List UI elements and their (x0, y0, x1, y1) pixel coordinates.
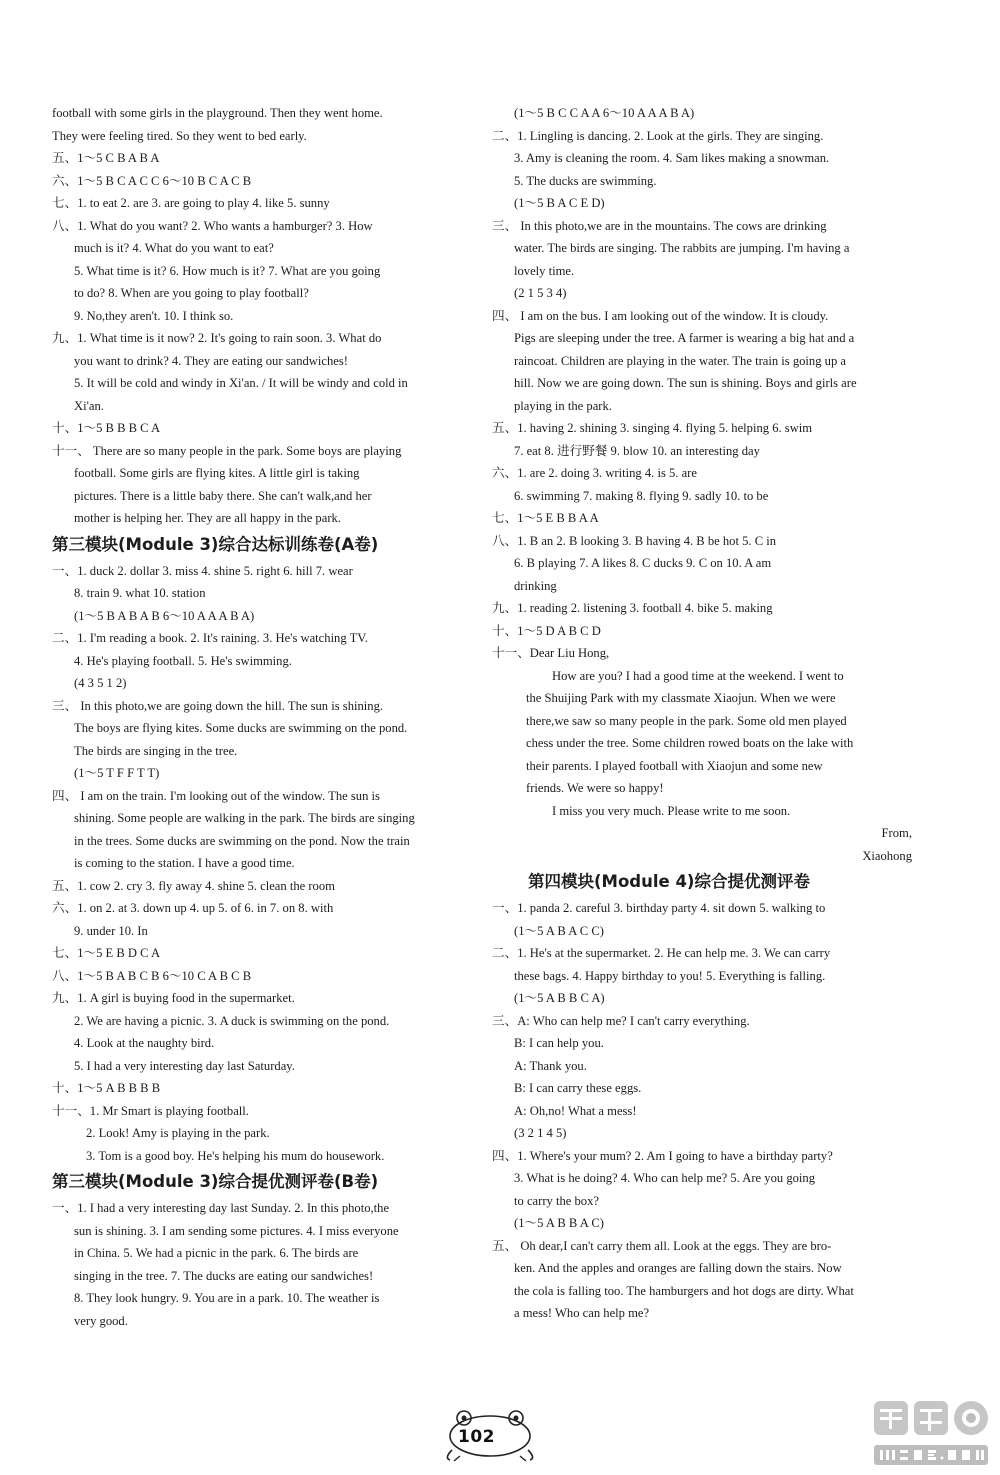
text-line: The boys are flying kites. Some ducks are swimming on the pond. (74, 721, 408, 735)
text-line: 六、1～5 B C A C C 6～10 B C A C B (52, 173, 252, 188)
text-line: 十、1～5 A B B B B (52, 1081, 161, 1095)
text-line: drinking (514, 578, 557, 593)
text-line: 一、1. I had a very interesting day last Sunday. 2. In this photo,the (52, 1201, 390, 1215)
text-line: 十、1～5 B B B C A (52, 421, 161, 435)
text-line: 6. swimming 7. making 8. flying 9. sadly 10. to be (514, 488, 769, 503)
text-line: 七、1. to eat 2. are 3. are going to play 4. like 5. sunny (52, 196, 330, 210)
text-line: 十一、1. Mr Smart is playing football. (52, 1103, 249, 1118)
text-line: much is it? 4. What do you want to eat? (74, 241, 274, 255)
text-line: 5. The ducks are swimming. (514, 173, 657, 188)
text-line: 5. What time is it? 6. How much is it? 7. What are you going (74, 263, 381, 278)
text-line: (1～5 A B B A C) (514, 1216, 604, 1230)
text-line: to do? 8. When are you going to play football? (74, 286, 309, 300)
text-line: (1～5 B A C E D) (514, 196, 605, 210)
text-line: (4 3 5 1 2) (74, 676, 127, 690)
text-line: 四、 I am on the train. I'm looking out of the window. The sun is (52, 788, 380, 803)
text-line: 3. Amy is cleaning the room. 4. Sam likes making a snowman. (514, 151, 830, 165)
text-line: 三、A: Who can help me? I can't carry everything. (492, 1013, 750, 1028)
text-line: 3. Tom is a good boy. He's helping his mum do housework. (86, 1148, 385, 1163)
text-line: 2. Look! Amy is playing in the park. (86, 1126, 270, 1140)
text-line: mother is helping her. They are all happy in the park. (74, 511, 341, 525)
text-line: B: I can help you. (514, 1036, 604, 1050)
text-line: 五、1. cow 2. cry 3. fly away 4. shine 5. clean the room (52, 878, 335, 893)
text-line: 九、1. A girl is buying food in the supermarket. (52, 991, 295, 1005)
text-line: these bags. 4. Happy birthday to you! 5. Everything is falling. (514, 968, 826, 983)
text-line: there,we saw so many people in the park. Some old men played (526, 713, 847, 728)
text-line: (1～5 A B A C C) (514, 923, 604, 938)
text-line: singing in the tree. 7. The ducks are eating our sandwiches! (74, 1268, 374, 1283)
text-line: chess under the tree. Some children rowed boats on the lake with (526, 736, 854, 750)
text-line: The birds are singing in the tree. (74, 743, 238, 758)
section-heading: 第四模块(Module 4)综合提优测评卷 (528, 872, 810, 891)
text-line: hill. Now we are going down. The sun is shining. Boys and girls are (514, 376, 857, 390)
text-line: ken. And the apples and oranges are falling down the stairs. Now (514, 1261, 842, 1275)
text-line: water. The birds are singing. The rabbits are jumping. I'm having a (514, 241, 850, 255)
text-line: 四、1. Where's your mum? 2. Am I going to have a birthday party? (492, 1148, 833, 1163)
text-line: 五、1～5 C B A B A (52, 151, 160, 165)
text-line: pictures. There is a little baby there. She can't walk,and her (74, 488, 372, 503)
text-line: How are you? I had a good time at the weekend. I went to (552, 668, 844, 683)
text-line: in China. 5. We had a picnic in the park. 6. The birds are (74, 1246, 359, 1260)
text-line: 九、1. What time is it now? 2. It's going to rain soon. 3. What do (52, 331, 382, 345)
text-line: 三、 In this photo,we are going down the hill. The sun is shining. (52, 698, 384, 713)
text-line: 七、1～5 E B B A A (492, 511, 599, 525)
text-line: is coming to the station. I have a good time. (74, 856, 295, 870)
text-line: 十一、 There are so many people in the park. Some boys are playing (52, 443, 402, 458)
text-line: 五、 Oh dear,I can't carry them all. Look at the eggs. They are bro- (492, 1238, 832, 1253)
text-line: 二、1. He's at the supermarket. 2. He can help me. 3. We can carry (492, 946, 831, 960)
text-line: 十一、Dear Liu Hong, (492, 646, 610, 660)
text-line: 四、 I am on the bus. I am looking out of the window. It is cloudy. (492, 308, 829, 323)
text-line: football. Some girls are flying kites. A little girl is taking (74, 466, 360, 480)
text-line: A: Thank you. (514, 1058, 587, 1073)
text-line: 5. I had a very interesting day last Saturday. (74, 1058, 295, 1073)
text-line: (2 1 5 3 4) (514, 286, 567, 300)
text-line: 八、1～5 B A B C B 6～10 C A B C B (52, 968, 252, 983)
text-line: 9. No,they aren't. 10. I think so. (74, 308, 234, 323)
text-line: (1～5 A B B C A) (514, 991, 605, 1005)
text-line: playing in the park. (514, 398, 612, 413)
text-line: raincoat. Children are playing in the water. The train is going up a (514, 353, 847, 368)
text-line: A: Oh,no! What a mess! (514, 1103, 637, 1118)
text-line: They were feeling tired. So they went to bed early. (52, 128, 307, 143)
text-line: 五、1. having 2. shining 3. singing 4. flying 5. helping 6. swim (492, 421, 813, 435)
text-line: 一、1. duck 2. dollar 3. miss 4. shine 5. right 6. hill 7. wear (52, 563, 353, 578)
text-line: friends. We were so happy! (526, 781, 664, 795)
section-heading: 第三模块(Module 3)综合达标训练卷(A卷) (52, 534, 379, 554)
text-line: very good. (74, 1313, 128, 1328)
text-line: 7. eat 8. 进行野餐 9. blow 10. an interesting day (514, 443, 760, 458)
text-line: a mess! Who can help me? (514, 1306, 650, 1320)
right-column (492, 102, 920, 1325)
text-line: you want to drink? 4. They are eating our sandwiches! (74, 353, 348, 368)
text-line: 8. train 9. what 10. station (74, 586, 206, 600)
text-line: lovely time. (514, 263, 575, 278)
letter-signature: Xiaohong (862, 848, 912, 863)
text-line: 三、 In this photo,we are in the mountains. The cows are drinking (492, 218, 827, 233)
section-heading: 第三模块(Module 3)综合提优测评卷(B卷) (52, 1172, 379, 1191)
text-line: the cola is falling too. The hamburgers and hot dogs are dirty. What (514, 1283, 854, 1298)
text-line: 5. It will be cold and windy in Xi'an. / It will be windy and cold in (74, 376, 408, 390)
text-line: (1～5 T F F T T) (74, 766, 160, 780)
text-line: (1～5 B A B A B 6～10 A A A B A) (74, 608, 255, 623)
page-number: 102 (458, 1427, 495, 1447)
text-line: 3. What is he doing? 4. Who can help me? 5. Are you going (514, 1171, 816, 1185)
text-line: (1～5 B C C A A 6～10 A A A B A) (514, 106, 695, 120)
text-line: football with some girls in the playground. Then they went home. (52, 106, 383, 120)
text-line: 4. Look at the naughty bird. (74, 1036, 215, 1050)
text-line: 八、1. B an 2. B looking 3. B having 4. B be hot 5. C in (492, 533, 777, 548)
text-line: 九、1. reading 2. listening 3. football 4. bike 5. making (492, 601, 773, 615)
text-line: 七、1～5 E B D C A (52, 946, 161, 960)
text-line: Pigs are sleeping under the tree. A farmer is wearing a big hat and a (514, 331, 855, 345)
text-line: 六、1. on 2. at 3. down up 4. up 5. of 6. in 7. on 8. with (52, 901, 334, 915)
text-line: shining. Some people are walking in the park. The birds are singing (74, 811, 415, 825)
text-line: 9. under 10. In (74, 923, 148, 938)
text-line: Xi'an. (74, 398, 104, 413)
text-line: the Shuijing Park with my classmate Xiaojun. When we were (526, 691, 836, 705)
text-line: 十、1～5 D A B C D (492, 623, 601, 638)
text-line: their parents. I played football with Xiaojun and some new (526, 758, 823, 773)
text-line: I miss you very much. Please write to me soon. (552, 803, 791, 818)
text-line: to carry the box? (514, 1193, 599, 1208)
text-line: 8. They look hungry. 9. You are in a park. 10. The weather is (74, 1291, 380, 1305)
text-line: in the trees. Some ducks are swimming on the pond. Now the train (74, 833, 410, 848)
text-line: 六、1. are 2. doing 3. writing 4. is 5. are (492, 466, 697, 480)
text-line: 二、1. I'm reading a book. 2. It's raining. 3. He's watching TV. (52, 631, 368, 645)
text-line: 八、1. What do you want? 2. Who wants a hamburger? 3. How (52, 218, 373, 233)
letter-closing: From, (881, 826, 912, 840)
text-line: B: I can carry these eggs. (514, 1081, 642, 1095)
left-column (52, 102, 464, 1332)
watermark-logo (870, 1395, 995, 1470)
text-line: 一、1. panda 2. careful 3. birthday party 4. sit down 5. walking to (492, 901, 826, 915)
text-line: (3 2 1 4 5) (514, 1126, 567, 1140)
text-line: 6. B playing 7. A likes 8. C ducks 9. C on 10. A am (514, 556, 772, 570)
text-line: 二、1. Lingling is dancing. 2. Look at the girls. They are singing. (492, 128, 824, 143)
text-line: 2. We are having a picnic. 3. A duck is swimming on the pond. (74, 1013, 390, 1028)
text-line: 4. He's playing football. 5. He's swimming. (74, 653, 292, 668)
text-line: sun is shining. 3. I am sending some pictures. 4. I miss everyone (74, 1223, 399, 1238)
